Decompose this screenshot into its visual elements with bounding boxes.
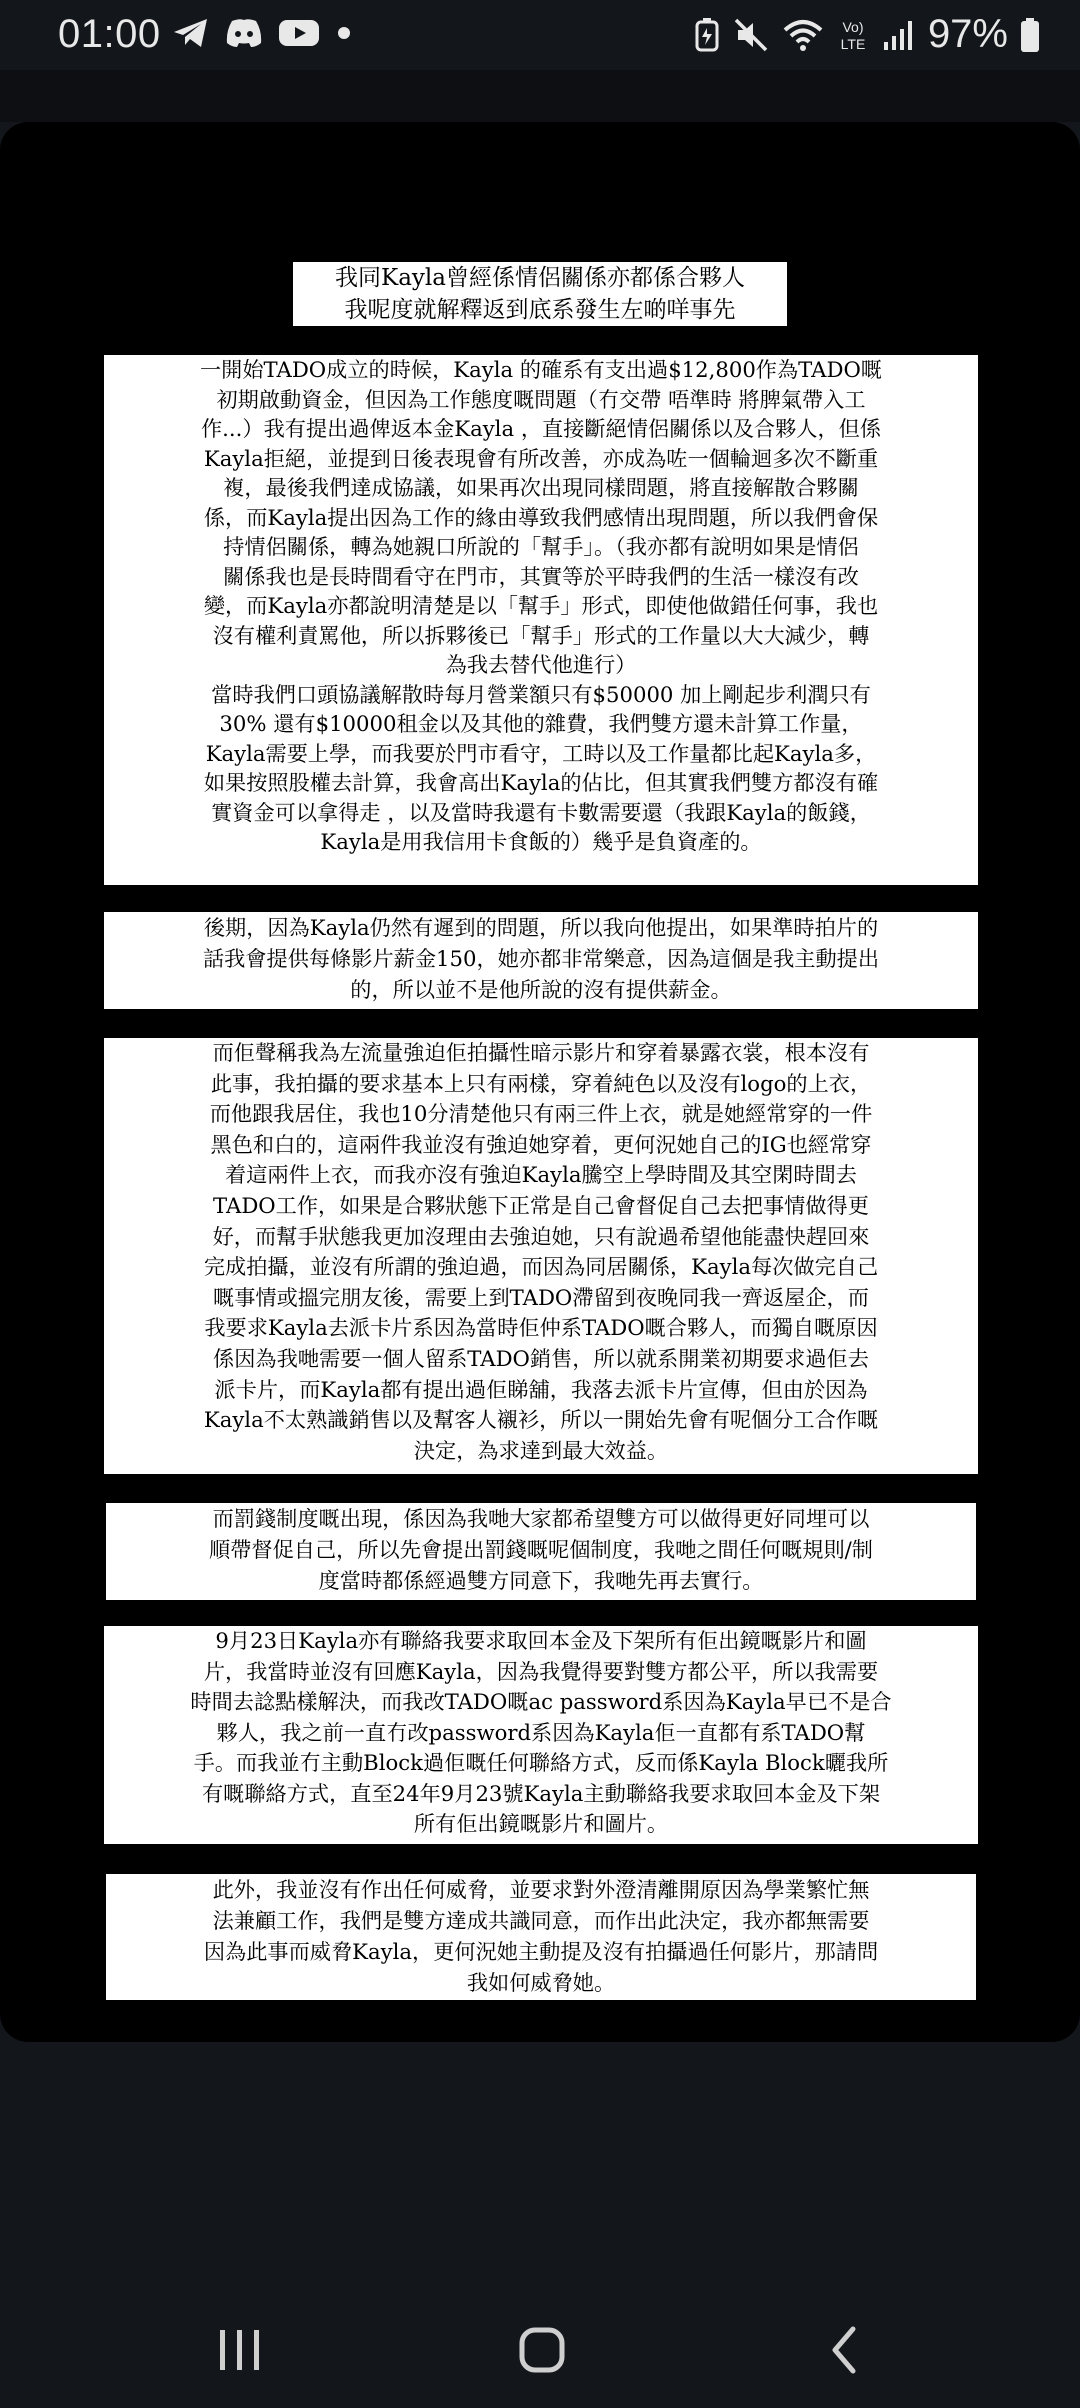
text-line: 9月23日Kayla亦有聯絡我要求取回本金及下架所有佢出鏡嘅影片和圖 [215, 1628, 867, 1653]
svg-text:Vo): Vo) [842, 18, 864, 35]
title-line: 我呢度就解釋返到底系發生左啲咩事先 [344, 297, 736, 323]
status-time: 01:00 [58, 12, 161, 56]
text-line: 我如何威脅她。 [466, 1970, 616, 1995]
text-line: 複，最後我們達成協議，如果再次出現同樣問題，將直接解散合夥關 [223, 475, 859, 500]
text-line: 順帶督促自己，所以先會提出罰錢嘅呢個制度，我哋之間任何嘅規則/制 [209, 1537, 873, 1562]
text-line: 持情侶關係，轉為她親口所說的「幫手」。（我亦都有說明如果是情侶 [223, 534, 859, 559]
text-line: 度當時都係經過雙方同意下，我哋先再去實行。 [318, 1568, 764, 1593]
text-line: 當時我們口頭協議解散時每月營業額只有$50000 加上剛起步利潤只有 [211, 681, 871, 707]
telegram-icon [172, 17, 210, 49]
status-notification-icons [172, 17, 354, 49]
text-line: 手。而我並冇主動Block過佢嘅任何聯絡方式，反而係Kayla Block曬我所 [193, 1750, 889, 1775]
text-line: 着這兩件上衣，而我亦沒有強迫Kayla騰空上學時間及其空閑時間去 [225, 1162, 857, 1188]
text-line: 完成拍攝，並沒有所謂的強迫過，而因為同居關係，Kayla每次做完自己 [203, 1254, 879, 1280]
paragraph-penalty-system [106, 1503, 976, 1600]
back-icon [825, 2325, 865, 2375]
text-line: 實資金可以拿得走 ，以及當時我還有卡數需要還（我跟Kayla的飯錢， [211, 799, 871, 825]
home-icon [517, 2325, 567, 2375]
text-line: 此外，我並沒有作出任何威脅，並要求對外澄清離開原因為學業繁忙無 [212, 1877, 870, 1902]
text-line: 的，所以並不是他所說的沒有提供薪金。 [350, 977, 732, 1002]
text-line: 30% 還有$10000租金以及其他的雜費，我們雙方還未計算工作量， [219, 711, 863, 736]
text-line: 後期，因為Kayla仍然有遲到的問題，所以我向他提出，如果準時拍片的 [203, 915, 879, 940]
text-line: TADO工作，如果是合夥狀態下正常是自己會督促自己去把事情做得更 [213, 1192, 869, 1218]
text-line: 關係我也是長時間看守在門市，其實等於平時我們的生活一樣沒有改 [223, 563, 859, 589]
text-line: 而他跟我居住，我也10分清楚他只有兩三件上衣，就是她經常穿的一件 [209, 1101, 873, 1127]
paragraph-september-contact [104, 1626, 978, 1844]
home-button[interactable] [482, 2310, 602, 2390]
app-top-strip [0, 70, 1080, 122]
recents-button[interactable] [180, 2310, 300, 2390]
text-line: 夥人，我之前一直冇改password系因為Kayla佢一直都有系TADO幫 [216, 1719, 866, 1745]
paragraph-salary [104, 912, 978, 1009]
text-line: 嘅事情或搵完朋友後，需要上到TADO滯留到夜晚同我一齊返屋企，而 [213, 1284, 869, 1310]
text-line: Kayla需要上學，而我要於門市看守，工時以及工作量都比起Kayla多， [205, 740, 877, 766]
text-line: 係，而Kayla提出因為工作的緣由導致我們感情出現問題，所以我們會保 [203, 504, 879, 530]
text-line: 係因為我哋需要一個人留系TADO銷售，所以就系開業初期要求過佢去 [213, 1345, 869, 1371]
text-line: 變，而Kayla亦都說明清楚是以「幫手」形式，即使他做錯任何事，我也 [203, 593, 879, 618]
youtube-icon [278, 17, 320, 49]
text-line: 黑色和白的，這兩件我並沒有強迫她穿着，更何況她自己的IG也經常穿 [210, 1131, 872, 1157]
text-line: 法兼顧工作，我們是雙方達成共識同意，而作出此決定，我亦都無需要 [212, 1908, 870, 1933]
status-system-icons [694, 12, 1040, 57]
title-line: 我同Kayla曾經係情侶關係亦都係合夥人 [335, 265, 745, 291]
wifi-icon [782, 16, 824, 54]
signal-icon [882, 16, 916, 54]
text-line: 好，而幫手狀態我更加沒理由去強迫她，只有說過希望他能盡快趕回來 [212, 1223, 870, 1249]
back-button[interactable] [785, 2310, 905, 2390]
text-line: 此事，我拍攝的要求基本上只有兩樣，穿着純色以及沒有logo的上衣， [210, 1070, 872, 1096]
paragraph-funding-and-split [104, 355, 978, 885]
text-line: 初期啟動資金，但因為工作態度嘅問題（冇交帶 唔準時 將脾氣帶入工 [216, 386, 866, 412]
svg-text:LTE: LTE [840, 35, 866, 52]
status-bar [0, 0, 1080, 70]
text-line: 而罰錢制度嘅出現，係因為我哋大家都希望雙方可以做得更好同埋可以 [212, 1506, 870, 1531]
recents-icon [215, 2328, 265, 2372]
volte-icon [836, 16, 870, 54]
text-line: 派卡片，而Kayla都有提出過佢睇舖，我落去派卡片宣傳，但由於因為 [214, 1376, 868, 1402]
text-line: 時間去諗點樣解決，而我改TADO嘅ac password系因為Kayla早已不是合 [190, 1689, 892, 1714]
battery-saver-icon [694, 16, 720, 54]
text-line: 有嘅聯絡方式，直至24年9月23號Kayla主動聯絡我要求取回本金及下架 [201, 1780, 881, 1806]
text-line: 我要求Kayla去派卡片系因為當時佢仲系TADO嘅合夥人，而獨自嘅原因 [204, 1315, 878, 1341]
text-line: 所有佢出鏡嘅影片和圖片。 [413, 1811, 669, 1836]
text-line: 如果按照股權去計算，我會高出Kayla的佔比，但其實我們雙方都沒有確 [203, 770, 879, 795]
text-line: 沒有權利責罵他，所以拆夥後已「幫手」形式的工作量以大大減少，轉 [212, 622, 870, 648]
discord-icon [224, 17, 264, 49]
text-line: 因為此事而威脅Kayla，更何況她主動提及沒有拍攝過任何影片，那請問 [203, 1939, 879, 1964]
paragraph-filming-claims [104, 1038, 978, 1474]
text-line: 作...）我有提出過俾返本金Kayla ，直接斷絕情侶關係以及合夥人，但係 [200, 416, 882, 441]
mute-icon [732, 16, 770, 54]
text-line: Kayla不太熟識銷售以及幫客人襯衫，所以一開始先會有呢個分工合作嘅 [203, 1407, 879, 1433]
navigation-bar [0, 2290, 1080, 2408]
text-line: 話我會提供每條影片薪金150，她亦都非常樂意，因為這個是我主動提出 [202, 946, 880, 971]
text-line: 片，我當時並沒有回應Kayla，因為我覺得要對雙方都公平，所以我需要 [203, 1658, 879, 1684]
story-title [293, 262, 787, 326]
notification-dot-icon [334, 17, 354, 49]
text-line: 決定，為求達到最大效益。 [413, 1437, 669, 1463]
text-line: 而佢聲稱我為左流量強迫佢拍攝性暗示影片和穿着暴露衣裳，根本沒有 [212, 1040, 870, 1065]
text-line: Kayla是用我信用卡食飯的）幾乎是負資產的。 [320, 829, 762, 854]
battery-icon [1020, 16, 1040, 54]
text-line: 為我去替代他進行） [445, 652, 637, 677]
text-line: Kayla拒絕，並提到日後表現會有所改善，亦成為咗一個輪迴多次不斷重 [203, 445, 879, 471]
text-line: 一開始TADO成立的時候，Kayla 的確系有支出過$12,800作為TADO嘅 [199, 357, 882, 382]
paragraph-no-threat [106, 1874, 976, 2000]
battery-percent: 97% [927, 12, 1008, 56]
